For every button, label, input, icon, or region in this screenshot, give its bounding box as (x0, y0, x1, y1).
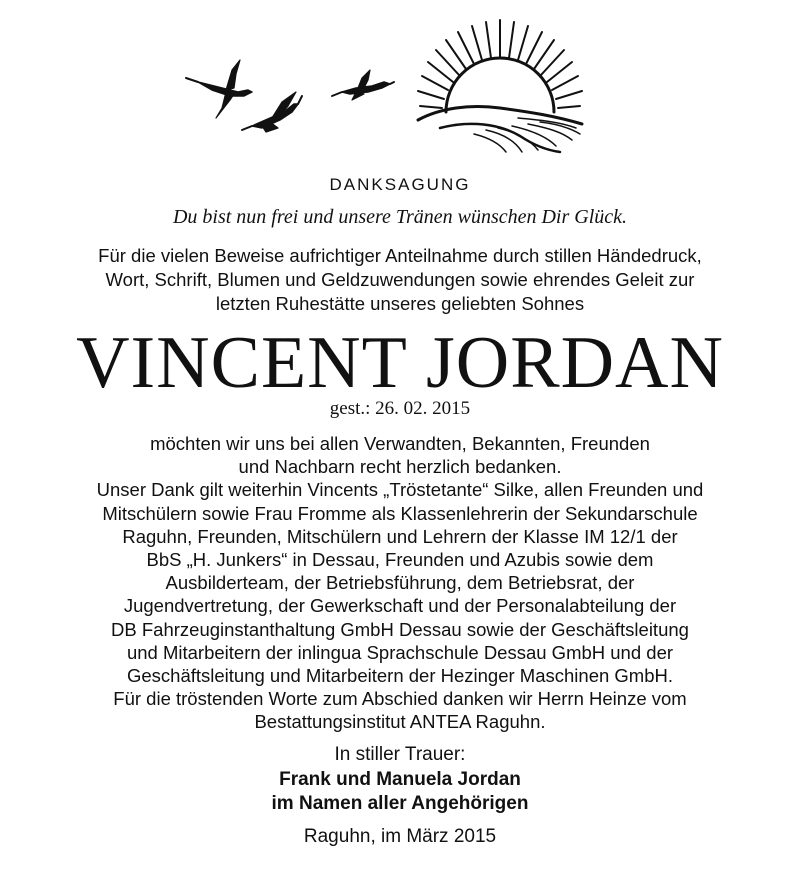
hill-front (418, 107, 582, 125)
crane-left-icon (186, 60, 252, 118)
death-date: gest.: 26. 02. 2015 (329, 398, 471, 419)
intro-line: Für die vielen Beweise aufrichtiger Anteilnahme durch stillen Händedruck, (98, 245, 702, 266)
notice-heading: DANKSAGUNG (329, 175, 471, 194)
header-artwork (0, 0, 800, 170)
rising-sun-icon (418, 20, 582, 152)
body-line: Bestattungsinstitut ANTEA Raguhn. (254, 711, 546, 733)
body-line: und Mitarbeitern der inlingua Sprachschule Dessau GmbH und der (126, 641, 674, 663)
body-line: Raguhn, Freunden, Mitschülern und Lehrern der Klasse IM 12/1 der (122, 525, 678, 547)
intro-line: letzten Ruhestätte unseres geliebten Sohnes (215, 293, 585, 314)
body-line: Für die tröstenden Worte zum Abschied danken wir Herrn Heinze vom (113, 688, 687, 710)
thanks-paragraph (0, 432, 800, 734)
deceased-name: VINCENT JORDAN (76, 322, 724, 404)
place-date: Raguhn, im März 2015 (303, 826, 497, 847)
signer-line: im Namen aller Angehörigen (271, 793, 529, 814)
body-line: möchten wir uns bei allen Verwandten, Bekannten, Freunden (150, 433, 650, 454)
intro-line: Wort, Schrift, Blumen und Geldzuwendungen sowie ehrendes Geleit zur (105, 269, 695, 290)
intro-paragraph (0, 244, 800, 316)
signer-line: Frank und Manuela Jordan (279, 769, 521, 790)
body-line: Ausbilderteam, der Betriebsführung, dem Betriebsrat, der (165, 572, 635, 594)
body-line: DB Fahrzeuginstanthaltung GmbH Dessau sowie der Geschäftsleitung (111, 618, 689, 640)
notice-motto: Du bist nun frei und unsere Tränen wünschen Dir Glück. (172, 206, 628, 228)
crane-middle-icon (242, 92, 302, 132)
hill-shading (474, 118, 580, 152)
sun-rays (418, 20, 582, 108)
mourning-label: In stiller Trauer: (334, 744, 466, 765)
flying-cranes-icon (186, 60, 394, 132)
body-line: Jugendvertretung, der Gewerkschaft und der Personalabteilung der (123, 595, 677, 617)
body-line: Unser Dank gilt weiterhin Vincents „Tröstetante“ Silke, allen Freunden und (96, 479, 704, 501)
sun-disc (446, 58, 554, 112)
body-line: und Nachbarn recht herzlich bedanken. (238, 456, 562, 478)
body-line: Mitschülern sowie Frau Fromme als Klassenlehrerin der Sekundarschule (102, 502, 698, 524)
signers (0, 768, 800, 816)
body-line: BbS „H. Junkers“ in Dessau, Freunden und Azubis sowie dem (146, 549, 654, 571)
body-line: Geschäftsleitung und Mitarbeitern der Hezinger Maschinen GmbH. (126, 665, 673, 687)
crane-right-icon (332, 70, 394, 100)
